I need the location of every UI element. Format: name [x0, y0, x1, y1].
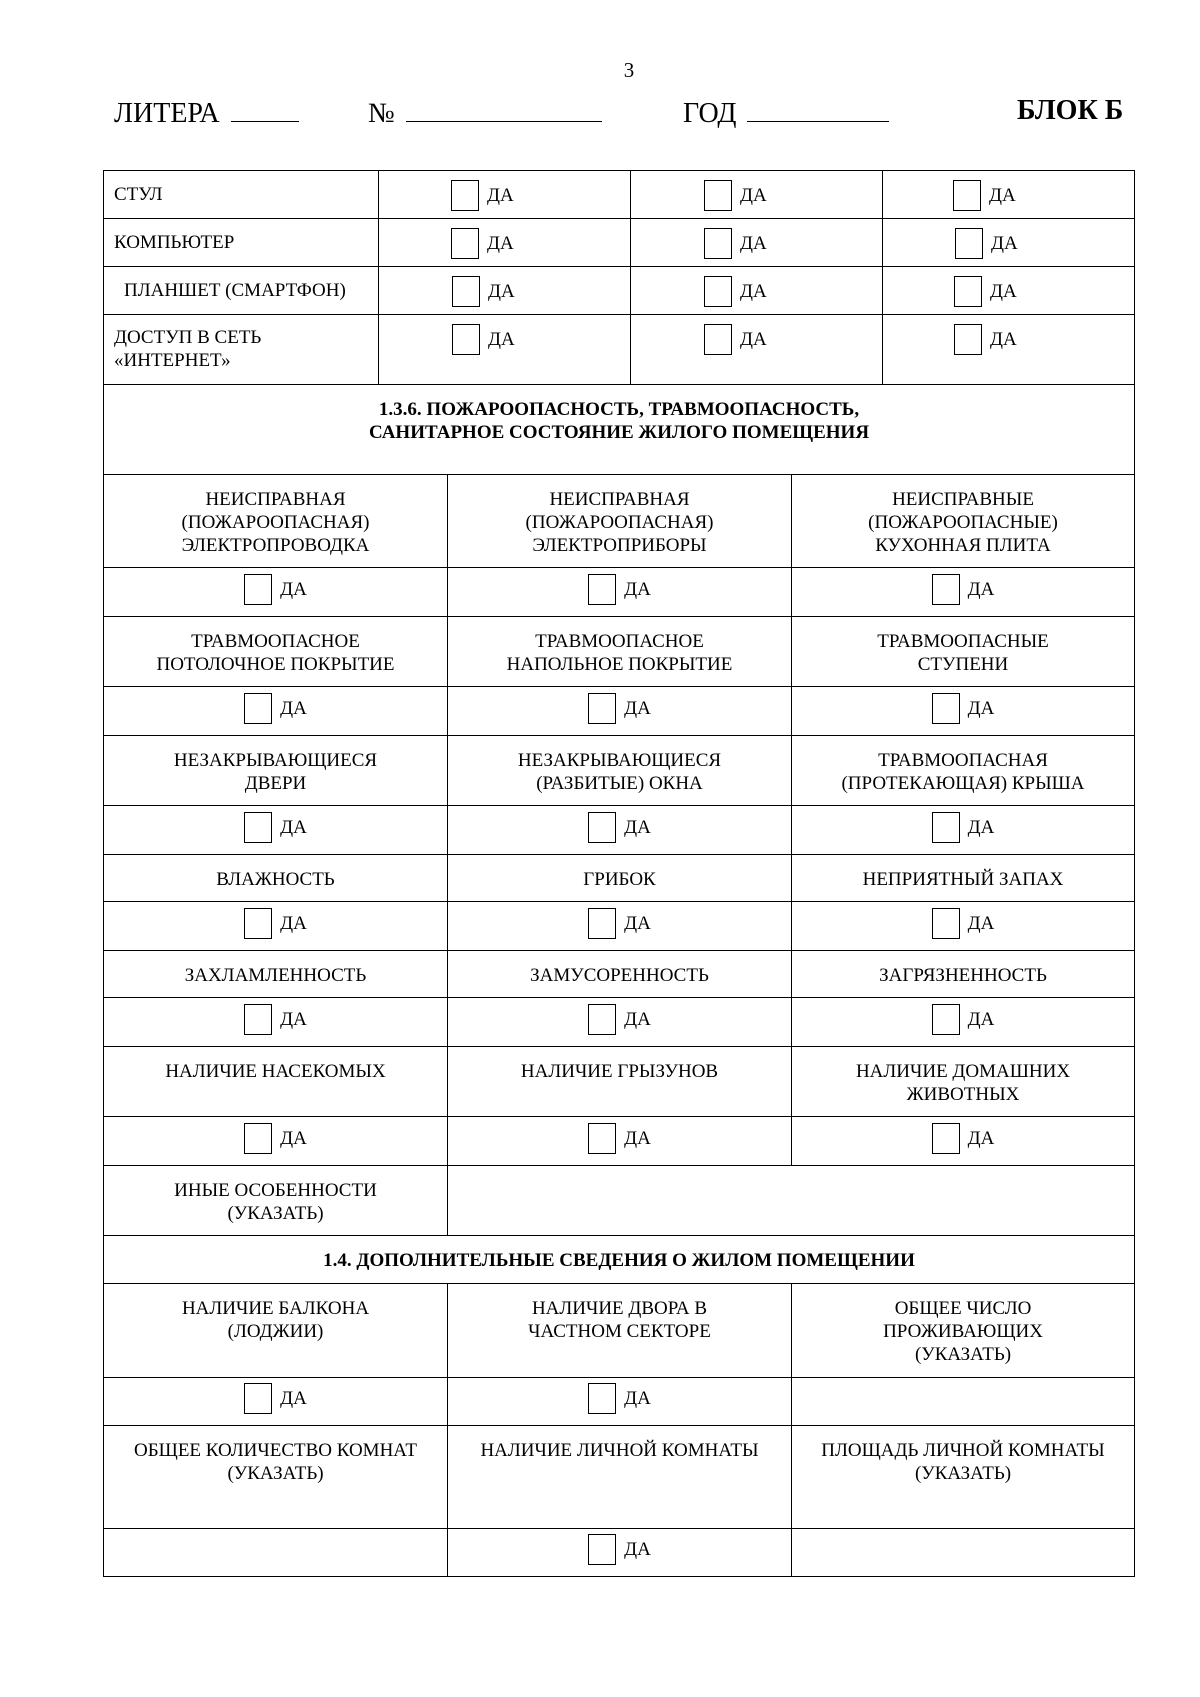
checkbox[interactable]: [932, 1123, 960, 1154]
number-field: [368, 95, 602, 130]
checkbox[interactable]: [932, 908, 960, 939]
table-row: [104, 617, 1135, 687]
table-row: [104, 1284, 1135, 1378]
checkbox[interactable]: [932, 812, 960, 843]
equipment-label: ПЛАНШЕТ (СМАРТФОН): [104, 267, 379, 315]
question-cell: ИНЫЕ ОСОБЕННОСТИ (УКАЗАТЬ): [104, 1166, 448, 1236]
question-cell: ОБЩЕЕ ЧИСЛО ПРОЖИВАЮЩИХ (УКАЗАТЬ): [792, 1284, 1135, 1378]
checkbox[interactable]: [704, 324, 732, 355]
section-title-14: 1.4. ДОПОЛНИТЕЛЬНЫЕ СВЕДЕНИЯ О ЖИЛОМ ПОМЕЩЕНИИ: [104, 1236, 1135, 1284]
checkbox[interactable]: [953, 180, 981, 211]
yes-cell: ДА: [448, 1378, 792, 1426]
equipment-label: ДОСТУП В СЕТЬ «ИНТЕРНЕТ»: [104, 315, 379, 385]
yes-cell: ДА: [792, 687, 1135, 736]
question-cell: НАЛИЧИЕ ДОМАШНИХ ЖИВОТНЫХ: [792, 1047, 1135, 1117]
checkbox[interactable]: [588, 1534, 616, 1565]
table-row: [104, 1426, 1135, 1529]
checkbox[interactable]: [704, 228, 732, 259]
yes-cell: ДА: [104, 998, 448, 1047]
yes-cell: ДА: [792, 998, 1135, 1047]
checkbox[interactable]: [244, 908, 272, 939]
yes-cell: ДА: [631, 171, 883, 219]
number-input-line[interactable]: [406, 95, 602, 122]
checkbox[interactable]: [452, 276, 480, 307]
checkbox[interactable]: [451, 228, 479, 259]
question-cell: ГРИБОК: [448, 855, 792, 902]
litera-label: ЛИТЕРА: [114, 98, 220, 129]
table-row: [104, 568, 1135, 617]
table-row: [104, 475, 1135, 568]
yes-cell: ДА: [379, 171, 631, 219]
yes-cell: ДА: [104, 1378, 448, 1426]
question-cell: НЕЗАКРЫВАЮЩИЕСЯ (РАЗБИТЫЕ) ОКНА: [448, 736, 792, 806]
checkbox[interactable]: [451, 180, 479, 211]
question-cell: ТРАВМООПАСНАЯ (ПРОТЕКАЮЩАЯ) КРЫША: [792, 736, 1135, 806]
yes-cell: ДА: [792, 806, 1135, 855]
section-row: [104, 385, 1135, 475]
question-cell: НЕИСПРАВНАЯ (ПОЖАРООПАСНАЯ) ЭЛЕКТРОПРИБОРЫ: [448, 475, 792, 568]
question-cell: ОБЩЕЕ КОЛИЧЕСТВО КОМНАТ (УКАЗАТЬ): [104, 1426, 448, 1529]
yes-cell: ДА: [448, 902, 792, 951]
other-details-input[interactable]: [448, 1166, 1135, 1236]
checkbox[interactable]: [588, 908, 616, 939]
yes-cell: ДА: [883, 315, 1135, 385]
table-row: [104, 736, 1135, 806]
question-cell: ПЛОЩАДЬ ЛИЧНОЙ КОМНАТЫ (УКАЗАТЬ): [792, 1426, 1135, 1529]
yes-cell: ДА: [379, 219, 631, 267]
checkbox[interactable]: [588, 574, 616, 605]
checkbox[interactable]: [704, 180, 732, 211]
residents-count-input[interactable]: [792, 1378, 1135, 1426]
yes-cell: ДА: [792, 902, 1135, 951]
checkbox[interactable]: [704, 276, 732, 307]
year-input-line[interactable]: [747, 95, 889, 122]
checkbox[interactable]: [244, 1004, 272, 1035]
checkbox[interactable]: [588, 1383, 616, 1414]
litera-input-line[interactable]: [231, 95, 299, 122]
question-cell: НЕПРИЯТНЫЙ ЗАПАХ: [792, 855, 1135, 902]
section-title-136: 1.3.6. ПОЖАРООПАСНОСТЬ, ТРАВМООПАСНОСТЬ, САНИТАРНОЕ СОСТОЯНИЕ ЖИЛОГО ПОМЕЩЕНИЯ: [104, 385, 1135, 475]
table-row: [104, 855, 1135, 902]
yes-cell: ДА: [104, 568, 448, 617]
checkbox[interactable]: [588, 1004, 616, 1035]
question-cell: НЕЗАКРЫВАЮЩИЕСЯ ДВЕРИ: [104, 736, 448, 806]
question-cell: НАЛИЧИЕ ЛИЧНОЙ КОМНАТЫ: [448, 1426, 792, 1529]
checkbox[interactable]: [588, 812, 616, 843]
question-cell: НАЛИЧИЕ НАСЕКОМЫХ: [104, 1047, 448, 1117]
yes-cell: ДА: [448, 806, 792, 855]
question-cell: НЕИСПРАВНЫЕ (ПОЖАРООПАСНЫЕ) КУХОННАЯ ПЛИТА: [792, 475, 1135, 568]
checkbox[interactable]: [244, 812, 272, 843]
checkbox[interactable]: [244, 574, 272, 605]
condition-table: [103, 384, 1135, 1577]
equipment-label: СТУЛ: [104, 171, 379, 219]
number-label: №: [368, 98, 395, 129]
yes-cell: ДА: [883, 171, 1135, 219]
yes-cell: ДА: [379, 315, 631, 385]
yes-cell: ДА: [448, 998, 792, 1047]
checkbox[interactable]: [954, 324, 982, 355]
yes-cell: ДА: [792, 568, 1135, 617]
question-cell: НЕИСПРАВНАЯ (ПОЖАРООПАСНАЯ) ЭЛЕКТРОПРОВОДКА: [104, 475, 448, 568]
equipment-label: КОМПЬЮТЕР: [104, 219, 379, 267]
year-label: ГОД: [683, 98, 737, 129]
checkbox[interactable]: [932, 574, 960, 605]
question-cell: НАЛИЧИЕ ГРЫЗУНОВ: [448, 1047, 792, 1117]
table-row: [104, 219, 1135, 267]
yes-cell: ДА: [104, 806, 448, 855]
checkbox[interactable]: [954, 276, 982, 307]
yes-cell: ДА: [104, 1117, 448, 1166]
checkbox[interactable]: [588, 693, 616, 724]
checkbox[interactable]: [244, 1123, 272, 1154]
table-row: [104, 267, 1135, 315]
equipment-table: [103, 170, 1135, 385]
question-cell: ТРАВМООПАСНЫЕ СТУПЕНИ: [792, 617, 1135, 687]
table-row: [104, 687, 1135, 736]
yes-cell: ДА: [448, 568, 792, 617]
table-row: [104, 171, 1135, 219]
yes-cell: ДА: [448, 687, 792, 736]
yes-cell: ДА: [104, 902, 448, 951]
checkbox[interactable]: [588, 1123, 616, 1154]
question-cell: ЗАГРЯЗНЕННОСТЬ: [792, 951, 1135, 998]
yes-cell: ДА: [379, 267, 631, 315]
checkbox[interactable]: [932, 693, 960, 724]
yes-cell: ДА: [883, 267, 1135, 315]
checkbox[interactable]: [955, 228, 983, 259]
question-cell: НАЛИЧИЕ БАЛКОНА (ЛОДЖИИ): [104, 1284, 448, 1378]
yes-cell: ДА: [448, 1529, 792, 1577]
yes-cell: ДА: [883, 219, 1135, 267]
table-row: [104, 902, 1135, 951]
checkbox[interactable]: [244, 1383, 272, 1414]
table-row: [104, 315, 1135, 385]
question-cell: ВЛАЖНОСТЬ: [104, 855, 448, 902]
question-cell: НАЛИЧИЕ ДВОРА В ЧАСТНОМ СЕКТОРЕ: [448, 1284, 792, 1378]
year-field: [683, 95, 889, 130]
yes-cell: ДА: [631, 267, 883, 315]
yes-cell: ДА: [104, 687, 448, 736]
rooms-count-input[interactable]: [104, 1529, 448, 1577]
table-row: [104, 1529, 1135, 1577]
yes-cell: ДА: [631, 315, 883, 385]
litera-field: [114, 95, 299, 130]
yes-cell: ДА: [631, 219, 883, 267]
table-row: [104, 1047, 1135, 1117]
block-label: БЛОК Б: [1017, 95, 1124, 126]
table-row: [104, 998, 1135, 1047]
checkbox[interactable]: [244, 693, 272, 724]
question-cell: ЗАХЛАМЛЕННОСТЬ: [104, 951, 448, 998]
room-area-input[interactable]: [792, 1529, 1135, 1577]
table-row: [104, 951, 1135, 998]
page-number: 3: [623, 58, 635, 82]
question-cell: ТРАВМООПАСНОЕ ПОТОЛОЧНОЕ ПОКРЫТИЕ: [104, 617, 448, 687]
question-cell: ТРАВМООПАСНОЕ НАПОЛЬНОЕ ПОКРЫТИЕ: [448, 617, 792, 687]
table-row: [104, 806, 1135, 855]
checkbox[interactable]: [932, 1004, 960, 1035]
question-cell: ЗАМУСОРЕННОСТЬ: [448, 951, 792, 998]
section-row: [104, 1236, 1135, 1284]
table-row: [104, 1378, 1135, 1426]
checkbox[interactable]: [452, 324, 480, 355]
yes-cell: ДА: [448, 1117, 792, 1166]
table-row: [104, 1166, 1135, 1236]
table-row: [104, 1117, 1135, 1166]
yes-cell: ДА: [792, 1117, 1135, 1166]
